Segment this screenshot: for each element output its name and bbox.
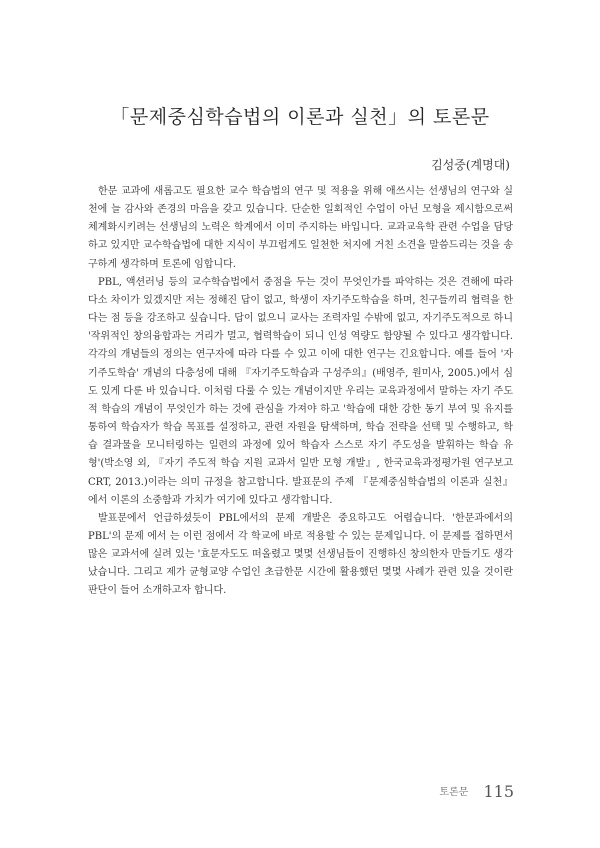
paragraph-3: 발표문에서 언급하셨듯이 PBL에서의 문제 개발은 중요하고도 어렵습니다. '한문과에서의 PBL'의 문제 에서 는 이런 점에서 각 학교에 바로 적용할 수 있는 문제입니다. 이 문제를 접하면서 많은 교과서에 실려 있는 '효문자도도 떠올렸고 몇몇 선생님들이 진행하신 창의한자 만들기도 생각났습니다. 그리고 제가 균형교양 수업인 초급한문 시간에 활용했던 몇몇 사례가 관련 있을 것이란 판단이 들어 소개하고자 합니다.	[88, 512, 513, 597]
body-text	[88, 183, 513, 601]
paragraph-1: 한문 교과에 새롭고도 필요한 교수 학습법의 연구 및 적용을 위해 애쓰시는 선생님의 연구와 실천에 늘 감사와 존경의 마음을 갖고 있습니다. 단순한 일회적인 수업이 아닌 모형을 제시함으로써 체계화시키려는 선생님의 노력은 학계에서 이미 주지하는 바입니다. 교과교육학 관련 수업을 담당하고 있지만 교수학습법에 대한 지식이 부끄럽게도 일천한 처지에 거친 소견을 말씀드리는 것을 송구하게 생각하며 토론에 임합니다.	[88, 186, 513, 270]
page-number: 115	[483, 782, 514, 801]
author-affiliation: 김성중(계명대)	[431, 158, 510, 172]
paragraph-2: PBL, 액션러닝 등의 교수학습법에서 중점을 두는 것이 무엇인가를 파악하는 것은 견해에 따라 다소 차이가 있겠지만 저는 정해진 답이 없고, 학생이 자기주도학습을 하며, 친구들끼리 협력을 한다는 점 등을 강조하고 싶습니다. 답이 없으니 교사는 조력자일 수밖에 없고, 자기주도적으로 하니 '작위적인 창의융합과는 거리가 멀고, 협력학습이 되니 인성 역량도 함양될 수 있다고 생각합니다. 각각의 개념들의 정의는 연구자에 따라 다를 수 있고 이에 대한 연구는 긴요합니다. 예를 들어 '자기주도학습' 개념의 다층성에 대해 『자기주도학습과 구성주의』(배영주, 원미사, 2005.)에서 심도 있게 다룬 바 있습니다. 이처럼 다룰 수 있는 개념이지만 우리는 교육과정에서 말하는 자기 주도적 학습의 개념이 무엇인가 하는 것에 관심을 가져야 하고 '학습에 대한 강한 동기 부여 및 유지를 통하여 학습자가 학습 목표를 설정하고, 관련 자원을 탐색하며, 학습 전략을 선택 및 수행하고, 학습 결과물을 모니터링하는 일련의 과정에 있어 학습자 스스로 자기 주도성을 발휘하는 학습 유형'(박소영 외, 『자기 주도적 학습 지원 교과서 일반 모형 개발』, 한국교육과정평가원 연구보고 CRT, 2013.)이라는 의미 규정을 참고합니다. 발표문의 주제 『문제중심학습법의 이론과 실천』에서 이론의 소중함과 가치가 여기에 있다고 생각합니다.	[88, 276, 513, 506]
page-footer	[439, 782, 514, 801]
footer-section-label: 토론문	[439, 787, 469, 798]
document-title: 「문제중심학습법의 이론과 실천」의 토론문	[110, 106, 490, 128]
